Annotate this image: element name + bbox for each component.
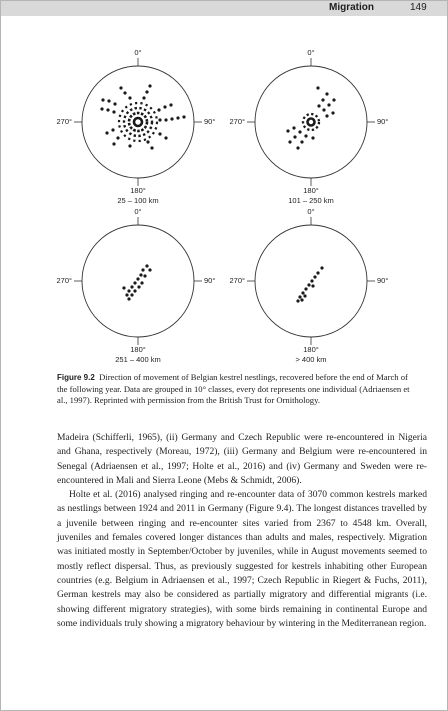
polar-circle [82, 225, 194, 337]
panel-4-east-label: 90° [377, 276, 389, 285]
panel-3-east-label: 90° [204, 276, 216, 285]
dots-panel-1 [100, 84, 185, 149]
figure-caption-label: Figure 9.2 [57, 373, 95, 382]
panel-1-range-label: 25 – 100 km [117, 196, 159, 205]
polar-panel-4 [229, 207, 388, 364]
body-text [57, 431, 427, 631]
panel-4-south-label: 180° [303, 345, 319, 354]
panel-1-west-label: 270° [56, 117, 72, 126]
panel-2-north-label: 0° [307, 48, 315, 57]
figure-caption-text: Direction of movement of Belgian kestrel nestlings, recovered before the end of March of the following year. Data are grouped in 10° classes, every dot represents one individual (Adriaensen et al., 1997). Reprinted with permission from the British Trust for Ornithology. [57, 372, 410, 405]
polar-panel-3 [56, 207, 215, 364]
panel-2-range-label: 101 – 250 km [288, 196, 334, 205]
polar-circle [82, 66, 194, 178]
panel-4-north-label: 0° [307, 207, 315, 216]
polar-panel-2 [229, 48, 388, 205]
dots-panel-3 [122, 264, 151, 300]
panel-1-south-label: 180° [130, 186, 146, 195]
panel-1-east-label: 90° [204, 117, 216, 126]
figure-caption [57, 372, 413, 407]
panel-1-north-label: 0° [134, 48, 142, 57]
dots-panel-2 [286, 86, 335, 149]
panel-2-east-label: 90° [377, 117, 389, 126]
dots-panel-4 [296, 266, 323, 302]
paragraph: Holte et al. (2016) analysed ringing and re-encounter data of 3070 common kestrels marked as nestlings between 1924 and 2011 in Germany (Figure 9.4). The longest distances travelled by a juvenile between ringing and re-encounter sites varied from 2367 to 4548 km. Overall, juveniles and females covered longer distances than adults and males, respectively. Migration was initiated mostly in September/October by juveniles, while in August movements seemed to mostly reflect dispersal. Thus, as previously suggested for kestrels inhabiting other European countries (e.g. Belgium in Adriaensen et al., 1997; Czech Republic in Riegert & Fuchs, 2011), German kestrels may also be considered as partially migratory and differential migrants (i.e. showing different migratory strategies), with some birds remaining in continental Europe and some individuals truly showing a migratory behaviour by wintering in the Mediterranean region. [57, 489, 427, 629]
panel-3-south-label: 180° [130, 345, 146, 354]
panel-4-range-label: > 400 km [295, 355, 327, 364]
section-title: Migration [329, 2, 374, 13]
panel-2-south-label: 180° [303, 186, 319, 195]
panel-3-west-label: 270° [56, 276, 72, 285]
page-number: 149 [410, 2, 427, 13]
polar-panel-1 [56, 48, 215, 205]
panel-3-north-label: 0° [134, 207, 142, 216]
paragraph: Madeira (Schifferli, 1965), (ii) Germany and Czech Republic were re-encountered in Nigeria and Ghana, respectively (Moreau, 1972), (iii) Germany and Belgium were re-encountered in Senegal (Adriaensen et al., 1997; Holte et al., 2016) and (iv) Germany and Sweden were re-encountered in Mali and Sierra Leone (Mebs & Schmidt, 2006). [57, 432, 427, 486]
polar-circle [255, 66, 367, 178]
panel-2-west-label: 270° [229, 117, 245, 126]
panel-4-west-label: 270° [229, 276, 245, 285]
panel-3-range-label: 251 – 400 km [115, 355, 161, 364]
